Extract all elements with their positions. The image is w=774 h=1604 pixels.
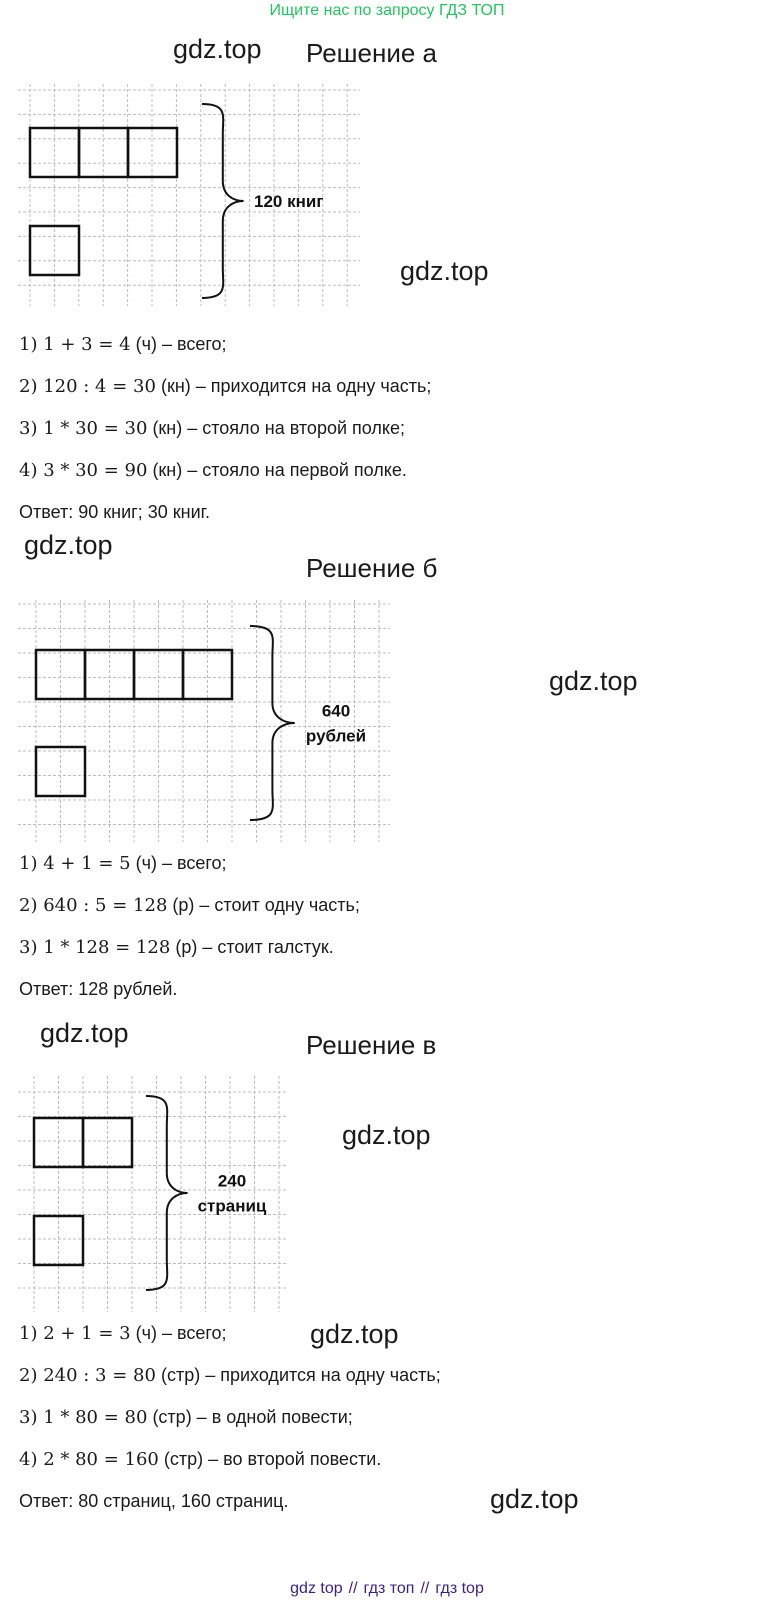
solution-a-answer: Ответ: 90 книг; 30 книг. xyxy=(19,502,210,522)
footer-link[interactable]: гдз top xyxy=(435,1580,484,1597)
footer-link[interactable]: гдз топ xyxy=(363,1580,415,1597)
solution-a-diagram xyxy=(18,84,360,306)
footer-separator: // xyxy=(420,1580,430,1597)
solution-c-step: 2) 240 : 3 = 80 (стр) – приходится на одну часть; xyxy=(19,1365,441,1386)
curly-brace xyxy=(202,104,244,298)
solution-c-title: Решение в xyxy=(306,1030,437,1060)
watermark: gdz.top xyxy=(173,34,262,64)
solution-b-answer: Ответ: 128 рублей. xyxy=(19,979,178,999)
footer-separator: // xyxy=(348,1580,358,1597)
solution-a-step: 1) 1 + 3 = 4 (ч) – всего; xyxy=(19,334,227,355)
grid xyxy=(18,600,390,842)
footer-links xyxy=(0,1580,774,1598)
solution-c-answer: Ответ: 80 страниц, 160 страниц. xyxy=(19,1491,289,1511)
footer-link[interactable]: gdz top xyxy=(290,1580,343,1597)
watermark: gdz.top xyxy=(400,256,489,286)
watermark: gdz.top xyxy=(549,666,638,696)
watermark: gdz.top xyxy=(24,530,113,560)
curly-brace xyxy=(146,1096,188,1290)
solution-a-title: Решение а xyxy=(306,38,438,68)
total-label: 640 xyxy=(321,701,351,721)
solution-a-step: 2) 120 : 4 = 30 (кн) – приходится на одну часть; xyxy=(19,376,432,397)
solution-b-step: 3) 1 * 128 = 128 (р) – стоит галстук. xyxy=(19,937,334,958)
total-label: 240 xyxy=(217,1171,247,1191)
watermark: gdz.top xyxy=(310,1319,399,1349)
solution-b-diagram xyxy=(18,600,390,842)
solution-b-title: Решение б xyxy=(306,553,438,583)
solution-a-step: 4) 3 * 30 = 90 (кн) – стояло на первой полке. xyxy=(19,460,407,481)
solution-c-step: 4) 2 * 80 = 160 (стр) – во второй повести. xyxy=(19,1449,382,1470)
total-label: 120 книг xyxy=(254,192,324,211)
watermark: gdz.top xyxy=(490,1484,579,1514)
promo-link[interactable]: Ищите нас по запросу ГДЗ ТОП xyxy=(269,2,505,19)
grid xyxy=(18,1076,288,1312)
solution-c-step: 3) 1 * 80 = 80 (стр) – в одной повести; xyxy=(19,1407,353,1428)
solution-c-step: 1) 2 + 1 = 3 (ч) – всего; xyxy=(19,1323,227,1344)
total-label: рублей xyxy=(305,726,367,746)
watermark: gdz.top xyxy=(40,1018,129,1048)
watermark: gdz.top xyxy=(342,1120,431,1150)
solution-b-step: 2) 640 : 5 = 128 (р) – стоит одну часть; xyxy=(19,895,360,916)
total-label: страниц xyxy=(197,1196,267,1216)
solution-b-step: 1) 4 + 1 = 5 (ч) – всего; xyxy=(19,853,227,874)
solution-c-diagram xyxy=(18,1076,288,1312)
solution-a-step: 3) 1 * 30 = 30 (кн) – стояло на второй полке; xyxy=(19,418,405,439)
